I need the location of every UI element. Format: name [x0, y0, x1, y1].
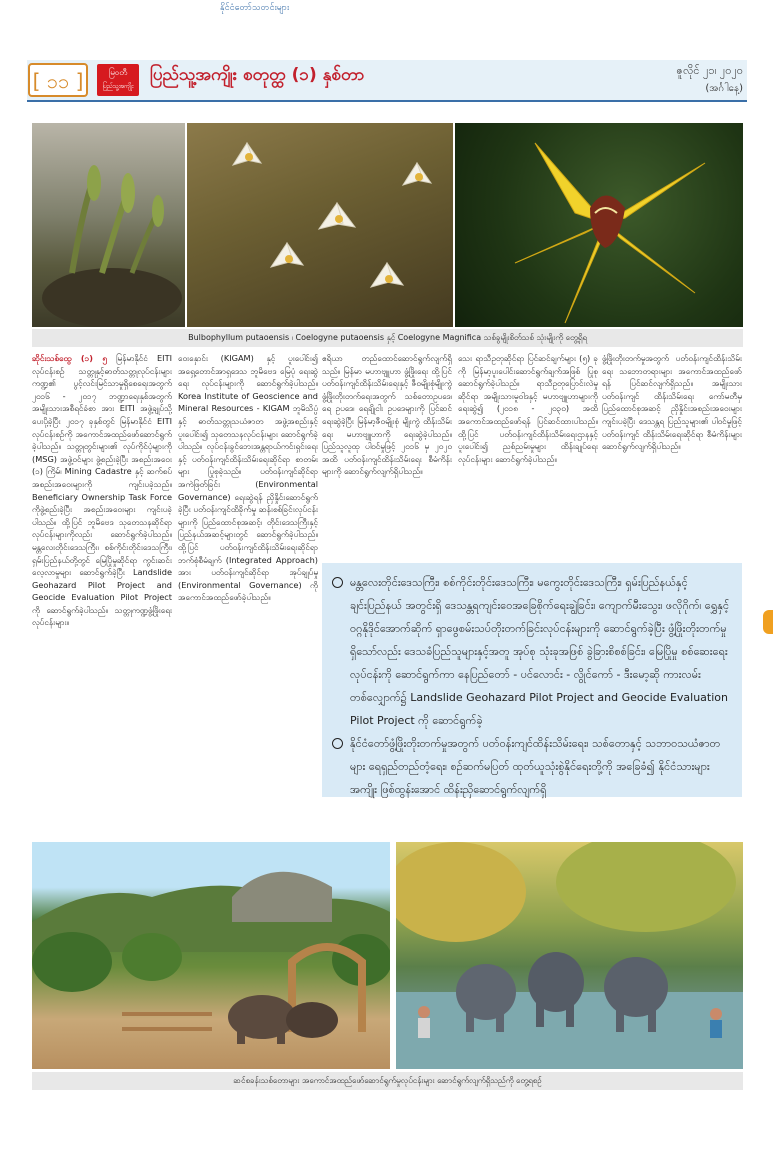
highlight-box — [322, 563, 742, 797]
article-column-2: ဝေးနှောင်း (KIGAM) နှင့် ပူးပေါင်း၍ အရှေ့တောင်အာရှဒေသ ဘူမိဗေဒ မြေပုံ ရေးဆွဲရေး လုပ်ငန်းများကို ဆောင်ရွက်ခဲ့ပါသည်။ Korea Institute of Geoscience and Mineral Resources - KIGAM ဘူမိသိပ္ပံနှင့် ဓာတ်သတ္တုသယံဇာတ အဖွဲ့အစည်းနှင့် ပူးပေါင်း၍ သုတေသနလုပ်ငန်းများ ဆောင်ရွက်ခဲ့ပါသည်။ လုပ်ငန်းခွင်ဘေးအန္တရာယ်ကင်းရှင်းရေးနှင့် ပတ်ဝန်းကျင်ထိန်းသိမ်းရေးဆိုင်ရာ စာတမ်းများ ပြုစုခဲ့သည်။ ပတ်ဝန်းကျင်ဆိုင်ရာ အကဲဖြတ်ခြင်း (Environmental Governance) ရေးဆွဲရန် ညှိနှိုင်းဆောင်ရွက်ခဲ့ပြီး ပတ်ဝန်းကျင်ထိခိုက်မှု ဆန်းစစ်ခြင်းလုပ်ငန်းများကို ပြည်ထောင်စုအဆင့်၊ တိုင်းဒေသကြီးနှင့် ပြည်နယ်အဆင့်များတွင် ဆောင်ရွက်ခဲ့ပါသည်။ ထို့ပြင် ပတ်ဝန်းကျင်ထိန်းသိမ်းရေးဆိုင်ရာ ဘက်စုံစီမံချက် (Integrated Approach) အား ပတ်ဝန်းကျင်ဆိုင်ရာ အုပ်ချုပ်မှု (Environmental Governance) ကို အကောင်အထည်ဖော်ခဲ့ပါသည်။ — [178, 353, 318, 603]
highlight-item-2 — [332, 732, 732, 801]
article-column-5: ဖွံ့ဖြိုးတိုးတက်မှုအတွက် ပတ်ဝန်းကျင်ထိန်းသိမ်းရေး သဘောတရားများ အကောင်အထည်ဖော်ရန် ပြင်ဆင်လျက်ရှိသည်။ အမျိုးသားပတ်ဝန်းကျင် ထိန်းသိမ်းရေး ကော်မတီမှ ပြည်ထောင်စုအဆင့် ညှိနှိုင်းအစည်းအဝေးများ ကျင်းပခဲ့ပြီး ဒေသန္တရ ပြည်သူများ၏ ပါဝင်မှုဖြင့် ပတ်ဝန်းကျင် ထိန်းသိမ်းရေးဆိုင်ရာ စီမံကိန်းများ ဆောင်ရွက်လျက်ရှိပါသည်။ — [602, 353, 742, 452]
issue-date: ဇူလိုင် ၂၁၊ ၂၀၂၀ — [676, 64, 743, 77]
header-divider — [27, 100, 747, 102]
page-number: [ ၁၁ ] — [28, 63, 88, 97]
orchid-photo-2 — [187, 123, 453, 327]
photo-caption-top: Bulbophyllum putaoensis ၊ Coelogyne putaoensis နှင့် Coelogyne Magnifica သစ်ခွမျိုးစိတ်သစ် သုံးမျိုးကို တွေ့ရှိရ — [32, 329, 743, 347]
highlight-item-1 — [332, 571, 732, 732]
logo-subtext: ပြည်သူ့အကျိုး — [102, 83, 134, 90]
orchid-photo-3 — [455, 123, 743, 327]
issue-day: (အင်္ဂါနေ့) — [705, 83, 743, 94]
side-tab-marker — [763, 610, 773, 634]
byline: ဆိုင်းသစ်ထွေ (၁) ၅ — [32, 353, 107, 363]
elephant-camp-photo-1 — [32, 842, 390, 1069]
bullet-circle-icon — [332, 577, 343, 588]
column-1-text: မြန်မာနိုင်ငံ EITI လုပ်ငန်းစဉ် သတ္တုနှင့်ဓာတ်သတ္တုလုပ်ငန်းများကဏ္ဍ၏ ပွင့်လင်းမြင်သာမှုရှိစေရေးအတွက် ၂၀၁၆ - ၂၀၁၇ ဘဏ္ဍာရေးနှစ်အတွက် အမျိုးသားအစီရင်ခံစာ အား EITI အဖွဲ့ချုပ်သို့ ပေးပို့ခဲ့ပြီး ၂၀၁၇ ခုနှစ်တွင် မြန်မာနိုင်ငံ EITI လုပ်ငန်းစဉ်ကို အကောင်အထည်ဖော်ဆောင်ရွက်ခဲ့ပါသည်။ သတ္တုတွင်းများ၏ လုပ်ကိုင်ပုံများကို (MSG) အဖွဲ့ဝင်များ ဖွဲ့စည်းခဲ့ပြီး အစည်းအဝေး (၁) ကြိမ်၊ Mining Cadastre နှင့် ဆက်စပ်အစည်းအဝေးများကို ကျင်းပခဲ့သည်။ Beneficiary Ownership Task Force ကိုဖွဲ့စည်းခဲ့ပြီး အစည်းအဝေးများ ကျင်းပခဲ့ပါသည်။ ထို့ပြင် ဘူမိဗေဒ သုတေသနဆိုင်ရာ လုပ်ငန်းများကိုလည်း ဆောင်ရွက်ခဲ့ပါသည်။ မန္တလေးတိုင်းဒေသကြီး၊ စစ်ကိုင်းတိုင်းဒေသကြီး၊ ရှမ်းပြည်နယ်တို့တွင် မြေပြိုမှုဆိုင်ရာ ကွင်းဆင်းလေ့လာမှုများ ဆောင်ရွက်ခဲ့ပြီး Landslide Geohazard Pilot Project and Geocide Evaluation Pilot Project ကို ဆောင်ရွက်ခဲ့ပါသည်။ သတ္တုကဏ္ဍဖွံ့ဖြိုးရေး လုပ်ငန်းများ။ — [32, 353, 172, 628]
newspaper-logo — [97, 64, 139, 96]
page-title: ပြည်သူ့အကျိုး စတုတ္ထ (၁) နှစ်တာ — [150, 65, 365, 85]
highlight-item-1-text: မန္တလေးတိုင်းဒေသကြီး၊ စစ်ကိုင်းတိုင်းဒေသကြီး၊ မကွေးတိုင်းဒေသကြီး၊ ရှမ်းပြည်နယ်နှင့် ချင်းပြည်နယ် အတွင်းရှိ ဒေသန္တရကျင်းဝေအခြေစိုက်ရေးချွဲခြင်း၊ ကျောက်မီးသွေး၊ ဖလိုဂိုက်၊ ရွှေနှင့် ဝဂ္ဂနိုဒိုင်အောက်ဆိုက် ရှာဖွေစမ်းသပ်တိုးတက်ခြင်းလုပ်ငန်းများကို ဆောင်ရွက်ခဲ့ပြီး ဖွံ့ဖြိုးတိုးတက်မှု ရှိသော်လည်း ဒေသခံပြည်သူများနှင့်အတူ အုပ်စု သုံးခုအဖြစ် ခွဲခြားစိစစ်ခြင်း၊ မြေပြိုမှု စစ်ဆေးရေးလုပ်ငန်းကို ဆောင်ရွက်ကာ နေပြည်တော် - ပင်လောင်း - လွိုင်ကော် - ဒီးမော့ဆို ကားလမ်းတစ်လျှောက်၌ Landslide Geohazard Pilot Project and Geocide Evaluation Pilot Project ကို ဆောင်ရွက်ခဲ့ — [350, 576, 730, 727]
orchid-photo-1 — [32, 123, 185, 327]
bullet-circle-icon — [332, 738, 343, 749]
article-column-3: ဧရိယာ တည်ထောင်ဆောင်ရွက်လျက်ရှိသည်။ မြန်မာ မဟာဗျူဟာ ဖွံ့ဖြိုးရေး ထို့ပြင် ပတ်ဝန်းကျင်ထိန်းသိမ်းရေးနှင့် ဇီဝမျိုးစုံမျိုးကွဲ ဖွံ့ဖြိုးတိုးတက်ရေးအတွက် သစ်တောဥပဒေ၊ ရေ ဥပဒေ၊ ရေချိုငါး ဥပဒေများကို ပြင်ဆင်ရေးဆွဲခဲ့ပြီး မြန်မာ့ဇီဝမျိုးစုံ မျိုးကွဲ ထိန်းသိမ်းရေး မဟာဗျူဟာကို ရေးဆွဲခဲ့ပါသည်။ ပြည်သူလူထု ပါဝင်မှုဖြင့် ၂၀၁၆ မှ ၂၀၂၀ အထိ ပတ်ဝန်းကျင်ထိန်းသိမ်းရေး စီမံကိန်းများကို ဆောင်ရွက်လျက်ရှိပါသည်။ — [322, 353, 452, 477]
photo-caption-bottom: ဆင်စခန်းသစ်တောများ အကောင်အထည်ဖော်ဆောင်ရွက်မှုလုပ်ငန်းများ ဆောင်ရွက်လျက်ရှိသည်ကို တွေ့ရစဉ် — [32, 1072, 743, 1090]
section-label: နိုင်ငံတော်သတင်းများ — [220, 3, 290, 13]
highlight-item-2-text: နိုင်ငံတော်ဖွံ့ဖြိုးတိုးတက်မှုအတွက် ပတ်ဝန်းကျင်ထိန်းသိမ်းရေး၊ သစ်တောနှင့် သဘာဝသယံဇာတများ ရေရှည်တည်တံ့ရေး၊ စဉ်ဆက်မပြတ် ထုတ်ယူသုံးစွဲနိုင်ရေးတို့ကို အခြေခံ၍ နိုင်ငံသားများ အကျိုး ဖြစ်ထွန်းအောင် ထိန်းညှိဆောင်ရွက်လျက်ရှိ — [350, 737, 721, 796]
article-column-1 — [32, 352, 172, 796]
logo-text: မြဝတီ — [108, 68, 128, 77]
article-column-4: သေး ရာသီဥတုဆိုင်ရာ ပြင်ဆင်ချက်များ (၅) ခုကို မြန်မာ့ပူးပေါင်းဆောင်ရွက်ချက်အဖြစ် ပြုစုဆောင်ရွက်ခဲ့ပါသည်။ ရာသီဥတုပြောင်းလဲမှုဆိုင်ရာ အမျိုးသားမူဝါဒနှင့် မဟာဗျူဟာများကို ရေးဆွဲ၍ (၂၀၁၈ - ၂၀၃၀) အထိ အကောင်အထည်ဖော်ရန် ပြင်ဆင်ထားပါသည်။ ထို့ပြင် ပတ်ဝန်းကျင်ထိန်းသိမ်းရေးဌာနနှင့် ပူးပေါင်း၍ ညစ်ညမ်းမှုများ ထိန်းချုပ်ရေး လုပ်ငန်းများ ဆောင်ရွက်ခဲ့ပါသည်။ — [458, 353, 598, 464]
elephant-camp-photo-2 — [396, 842, 743, 1069]
